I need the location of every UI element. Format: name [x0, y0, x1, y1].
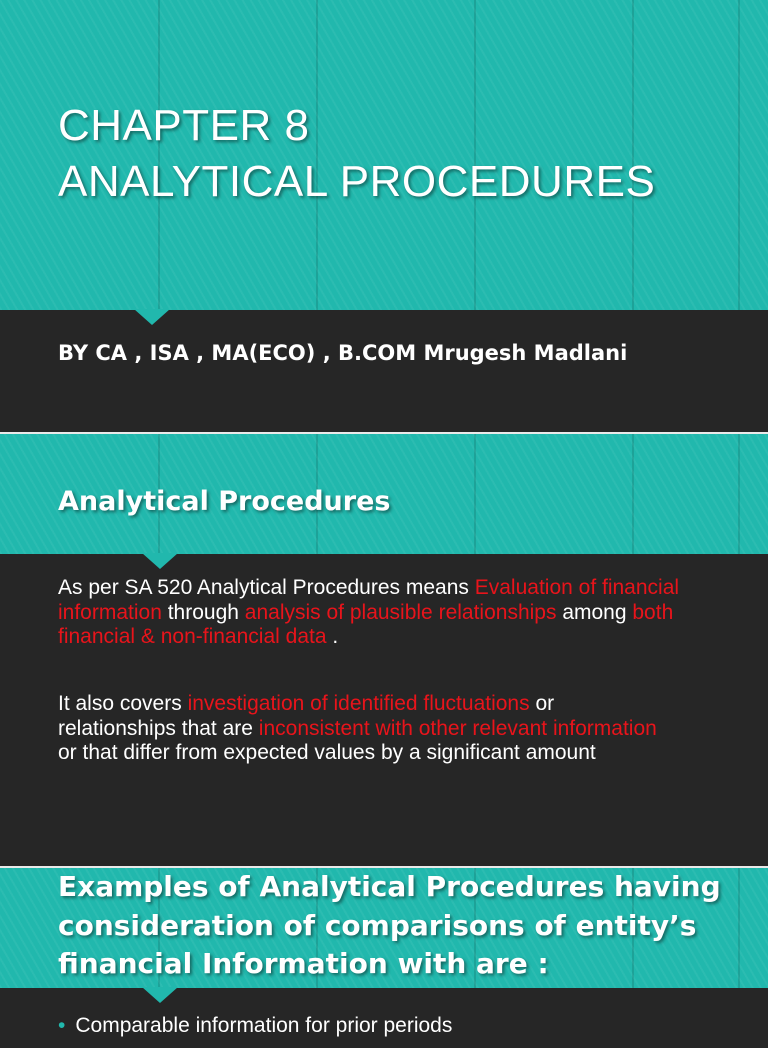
slide-title — [0, 0, 768, 432]
author-subtitle: BY CA , ISA , MA(ECO) , B.COM Mrugesh Madlani — [58, 341, 628, 365]
text-span: . — [326, 625, 339, 648]
text-span: through — [161, 600, 245, 624]
text-span: It also covers — [58, 692, 188, 715]
slide-definition — [0, 434, 768, 866]
text-span: among — [556, 600, 633, 624]
text-span: or that differ from expected values by a significant amount — [58, 741, 596, 764]
notch-marker — [142, 553, 178, 569]
content-area — [0, 554, 768, 866]
definition-paragraph — [58, 576, 708, 650]
subtitle-band — [0, 310, 768, 432]
coverage-paragraph — [58, 692, 658, 766]
highlight-span: Evaluation of financial information — [58, 576, 680, 624]
title-banner — [0, 0, 768, 310]
slide-title-text — [58, 98, 655, 210]
text-span: or relationships that are — [58, 692, 555, 740]
heading-banner — [0, 868, 768, 988]
bullet-icon: • — [58, 1014, 66, 1037]
title-line-2: ANALYTICAL PROCEDURES — [58, 157, 656, 206]
bullet-text: Comparable information for prior periods — [75, 1014, 453, 1037]
highlight-span: inconsistent with other relevant information — [258, 716, 657, 740]
highlight-span: both financial & non-financial data — [58, 600, 674, 648]
highlight-span: investigation of identified fluctuations — [187, 692, 530, 715]
heading-banner — [0, 434, 768, 554]
content-area — [0, 988, 768, 1048]
notch-marker — [134, 309, 170, 325]
text-span: As per SA 520 Analytical Procedures means — [58, 576, 475, 599]
highlight-span: analysis of plausible relationships — [244, 600, 557, 624]
bullet-item — [58, 1014, 452, 1038]
slide-heading: Examples of Analytical Procedures having consideration of comparisons of entity’s financial Information with are : — [58, 870, 721, 980]
title-line-1: CHAPTER 8 — [58, 101, 310, 150]
notch-marker — [142, 987, 178, 1003]
slide-examples — [0, 868, 768, 1037]
slide-heading: Analytical Procedures — [58, 486, 391, 517]
